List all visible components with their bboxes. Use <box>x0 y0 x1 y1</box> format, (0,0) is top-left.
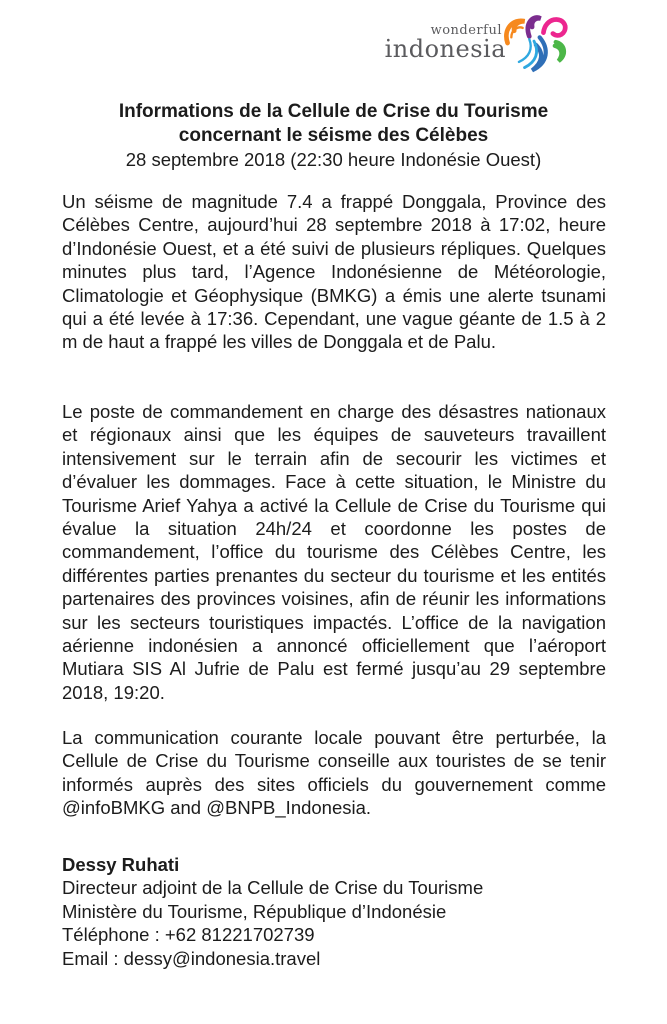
document-dateline: 28 septembre 2018 (22:30 heure Indonésie Ouest) <box>125 149 542 170</box>
paragraph-earthquake-summary: Un séisme de magnitude 7.4 a frappé Donggala, Province des Célèbes Centre, aujourd’hui 28 septembre 2018 à 17:02, heure d’Indonésie Ouest, et a été suivi de plusieurs répliques. Quelques minutes plus tard, l’Agence Indonésienne de Météorologie, Climatologie et Géophysique (BMKG) a émis une alerte tsunami qui a été levée à 17:36. Cependant, une vague géante de 1.5 à 2 m de haut a frappé les villes de Donggala et de Palu. <box>62 191 606 353</box>
signature-organization: Ministère du Tourisme, République d’Indonésie <box>62 900 447 922</box>
signature-block <box>62 853 606 970</box>
signature-name: Dessy Ruhati <box>62 854 180 875</box>
wonderful-indonesia-logo <box>385 12 568 74</box>
logo-word-indonesia: indonesia <box>384 35 506 63</box>
document-title-line-1: Informations de la Cellule de Crise du Tourisme <box>118 101 549 122</box>
signature-email: Email : dessy@indonesia.travel <box>62 947 321 969</box>
wonderful-indonesia-bird-icon <box>500 12 568 74</box>
logo-word-wonderful: wonderful <box>430 23 502 38</box>
signature-phone: Téléphone : +62 81221702739 <box>62 924 315 946</box>
signature-title: Directeur adjoint de la Cellule de Crise du Tourisme <box>62 877 484 899</box>
paragraph-tourist-advice: La communication courante locale pouvant être perturbée, la Cellule de Crise du Tourisme conseille aux touristes de se tenir informés auprès des sites officiels du gouvernement comme @infoBMKG and @BNPB_Indonesia. <box>62 727 606 819</box>
logo-wordmark <box>385 24 506 61</box>
paragraph-crisis-response: Le poste de commandement en charge des désastres nationaux et régionaux ainsi que les équipes de sauveteurs travaillent intensivement sur le terrain afin de secourir les victimes et d’évaluer les dommages. Face à cette situation, le Ministre du Tourisme Arief Yahya a activé la Cellule de Crise du Tourisme qui évalue la situation 24h/24 et coordonne les postes de commandement, l’office du tourisme des Célèbes Centre, les différentes parties prenantes du secteur du tourisme et les entités partenaires des provinces voisines, afin de réunir les informations sur les secteurs touristiques impactés. L’office de la navigation aérienne indonésien a annoncé officiellement que l’aéroport Mutiara SIS Al Jufrie de Palu est fermé jusqu’au 29 septembre 2018, 19:20. <box>62 401 606 703</box>
document-header <box>0 100 667 172</box>
document-title-line-2: concernant le séisme des Célèbes <box>178 125 489 146</box>
